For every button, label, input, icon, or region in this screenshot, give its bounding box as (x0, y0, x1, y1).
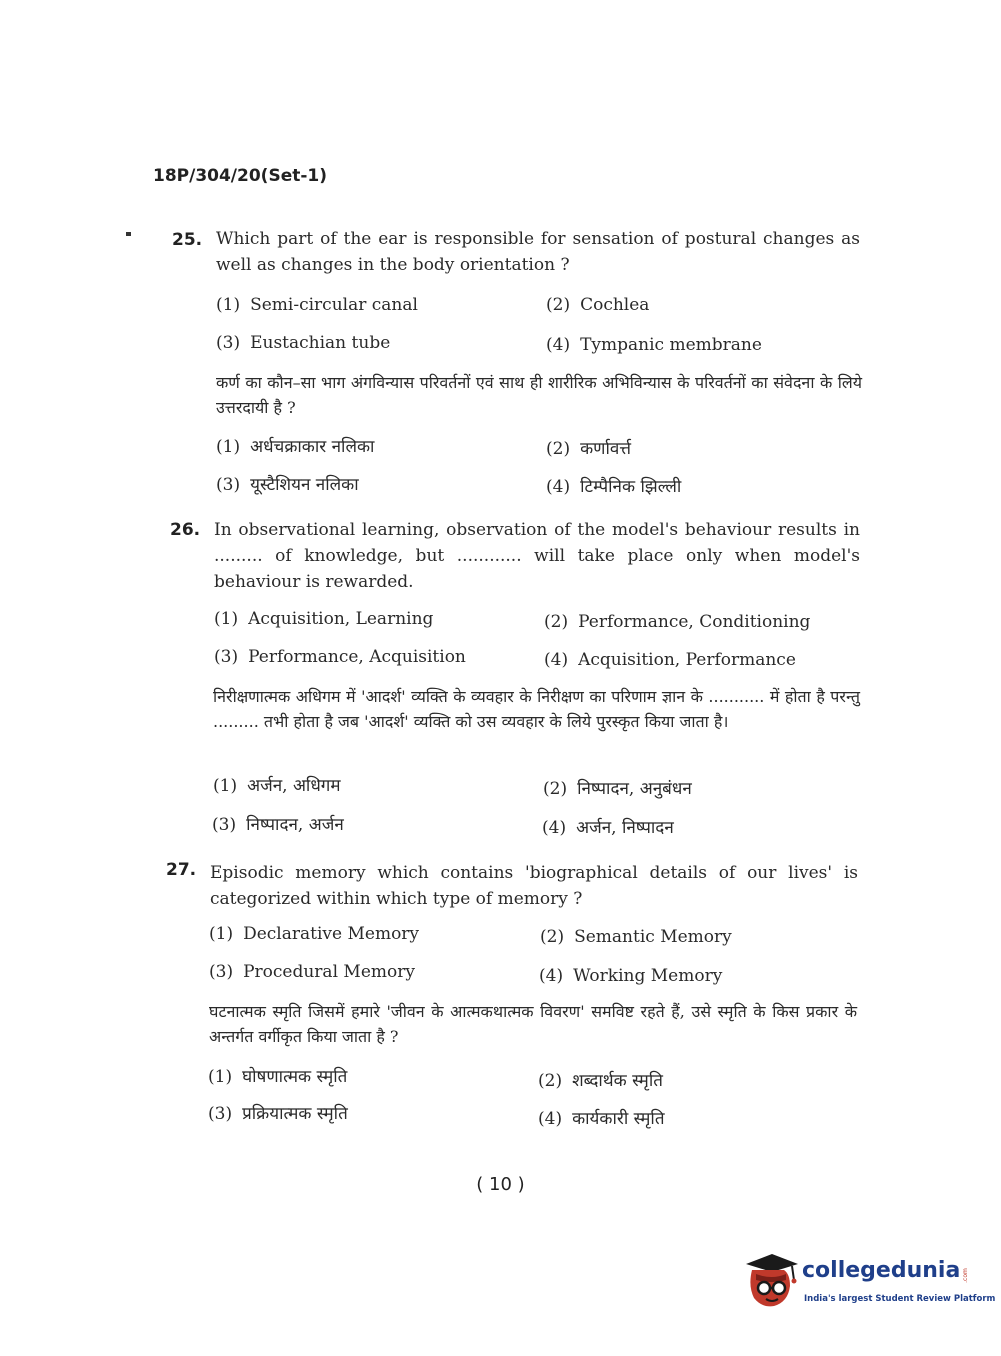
option-number: (3) (216, 475, 241, 495)
option-number: (2) (546, 295, 571, 315)
option-text: Semantic Memory (574, 927, 732, 947)
option-4-hindi (546, 474, 681, 497)
option-text: प्रक्रियात्मक स्मृति (242, 1104, 348, 1124)
option-number: (1) (216, 437, 241, 457)
option-1-hindi (213, 773, 341, 796)
option-text: टिम्पैनिक झिल्ली (580, 477, 682, 497)
option-2-hindi (546, 436, 631, 459)
option-2-english (546, 295, 649, 315)
paper-code: 18P/304/20(Set-1) (153, 166, 328, 186)
brand-tagline: India's largest Student Review Platform (804, 1294, 996, 1304)
question-text-english: In observational learning, observation of the model's behaviour results in ......... of knowledge, but ............ will take place only when model's behaviour is rewarded. (214, 520, 860, 592)
option-text: Performance, Acquisition (248, 647, 466, 667)
collegedunia-logo (742, 1250, 996, 1314)
option-number: (2) (543, 779, 568, 799)
option-text: अर्धचक्राकार नलिका (250, 437, 375, 457)
option-text: Working Memory (573, 966, 723, 986)
option-4-hindi (538, 1106, 665, 1129)
option-number: (4) (546, 335, 571, 355)
option-number: (1) (214, 609, 239, 629)
option-3-english (216, 333, 390, 353)
brand-name: collegedunia (802, 1258, 961, 1283)
option-number: (4) (538, 1109, 563, 1129)
option-number: (2) (538, 1071, 563, 1091)
option-3-hindi (212, 812, 344, 835)
option-1-english (216, 295, 418, 315)
option-3-english (209, 962, 415, 982)
option-text: निष्पादन, अनुबंधन (577, 779, 692, 799)
option-number: (3) (209, 962, 234, 982)
option-number: (3) (212, 815, 237, 835)
option-4-english (539, 966, 722, 986)
brand-suffix: .com (961, 1268, 969, 1283)
question-text-hindi: घटनात्मक स्मृति जिसमें हमारे 'जीवन के आत्मकथात्मक विवरण' समविष्ट रहते हैं, उसे स्मृति के किस प्रकार के अन्तर्गत वर्गीकृत किया जाता है ? (209, 1002, 857, 1046)
mascot-icon (742, 1250, 800, 1312)
question-text-hindi: कर्ण का कौन–सा भाग अंगविन्यास परिवर्तनों एवं साथ ही शारीरिक अभिविन्यास के परिवर्तनों का संवेदना के लिये उत्तरदायी है ? (216, 373, 862, 417)
option-4-english (546, 335, 762, 355)
option-text: Declarative Memory (243, 924, 420, 944)
option-text: कर्णावर्त्त (580, 439, 632, 459)
option-number: (1) (208, 1067, 233, 1087)
question-number: 26. (170, 520, 201, 540)
option-text: अर्जन, अधिगम (247, 776, 341, 796)
option-number: (4) (544, 650, 569, 670)
option-2-hindi (543, 776, 692, 799)
option-2-english (544, 612, 810, 632)
option-3-hindi (216, 472, 359, 495)
option-text: शब्दार्थक स्मृति (572, 1071, 663, 1091)
option-1-hindi (208, 1064, 347, 1087)
option-number: (1) (216, 295, 241, 315)
option-text: Cochlea (580, 295, 650, 315)
question-text-english: Which part of the ear is responsible for sensation of postural changes as well as changes in the body orientation ? (216, 229, 860, 275)
option-text: Tympanic membrane (580, 335, 762, 355)
option-2-hindi (538, 1068, 663, 1091)
option-text: Acquisition, Performance (578, 650, 796, 670)
option-3-hindi (208, 1101, 348, 1124)
option-text: Eustachian tube (250, 333, 391, 353)
option-text: Acquisition, Learning (248, 609, 434, 629)
question-number: 27. (166, 860, 197, 880)
option-1-english (209, 924, 419, 944)
option-3-english (214, 647, 466, 667)
option-number: (2) (544, 612, 569, 632)
option-text: कार्यकारी स्मृति (572, 1109, 665, 1129)
option-number: (1) (213, 776, 238, 796)
question-text-hindi: निरीक्षणात्मक अधिगम में 'आदर्श' व्यक्ति के व्यवहार के निरीक्षण का परिणाम ज्ञान के ........... में होता है परन्तु ......... तभी होता है जब 'आदर्श' व्यक्ति को उस व्यवहार के लिये पुरस्कृत किया जाता है। (213, 687, 860, 731)
stray-mark (126, 232, 131, 236)
option-1-english (214, 609, 433, 629)
option-text: घोषणात्मक स्मृति (242, 1067, 348, 1087)
option-4-english (544, 650, 796, 670)
option-number: (4) (539, 966, 564, 986)
option-number: (2) (540, 927, 565, 947)
page-number: ( 10 ) (476, 1174, 525, 1195)
option-4-hindi (542, 815, 674, 838)
question-number: 25. (172, 230, 203, 250)
question-text-english: Episodic memory which contains 'biographical details of our lives' is categorized within which type of memory ? (210, 863, 858, 909)
option-text: निष्पादन, अर्जन (246, 815, 344, 835)
option-text: यूस्टैशियन नलिका (250, 475, 359, 495)
option-number: (3) (208, 1104, 233, 1124)
option-2-english (540, 927, 732, 947)
option-number: (3) (214, 647, 239, 667)
option-number: (4) (546, 477, 571, 497)
option-text: Performance, Conditioning (578, 612, 811, 632)
option-number: (2) (546, 439, 571, 459)
option-text: Procedural Memory (243, 962, 415, 982)
option-text: अर्जन, निष्पादन (576, 818, 674, 838)
option-text: Semi-circular canal (250, 295, 418, 315)
option-number: (3) (216, 333, 241, 353)
option-number: (1) (209, 924, 234, 944)
option-number: (4) (542, 818, 567, 838)
option-1-hindi (216, 434, 374, 457)
